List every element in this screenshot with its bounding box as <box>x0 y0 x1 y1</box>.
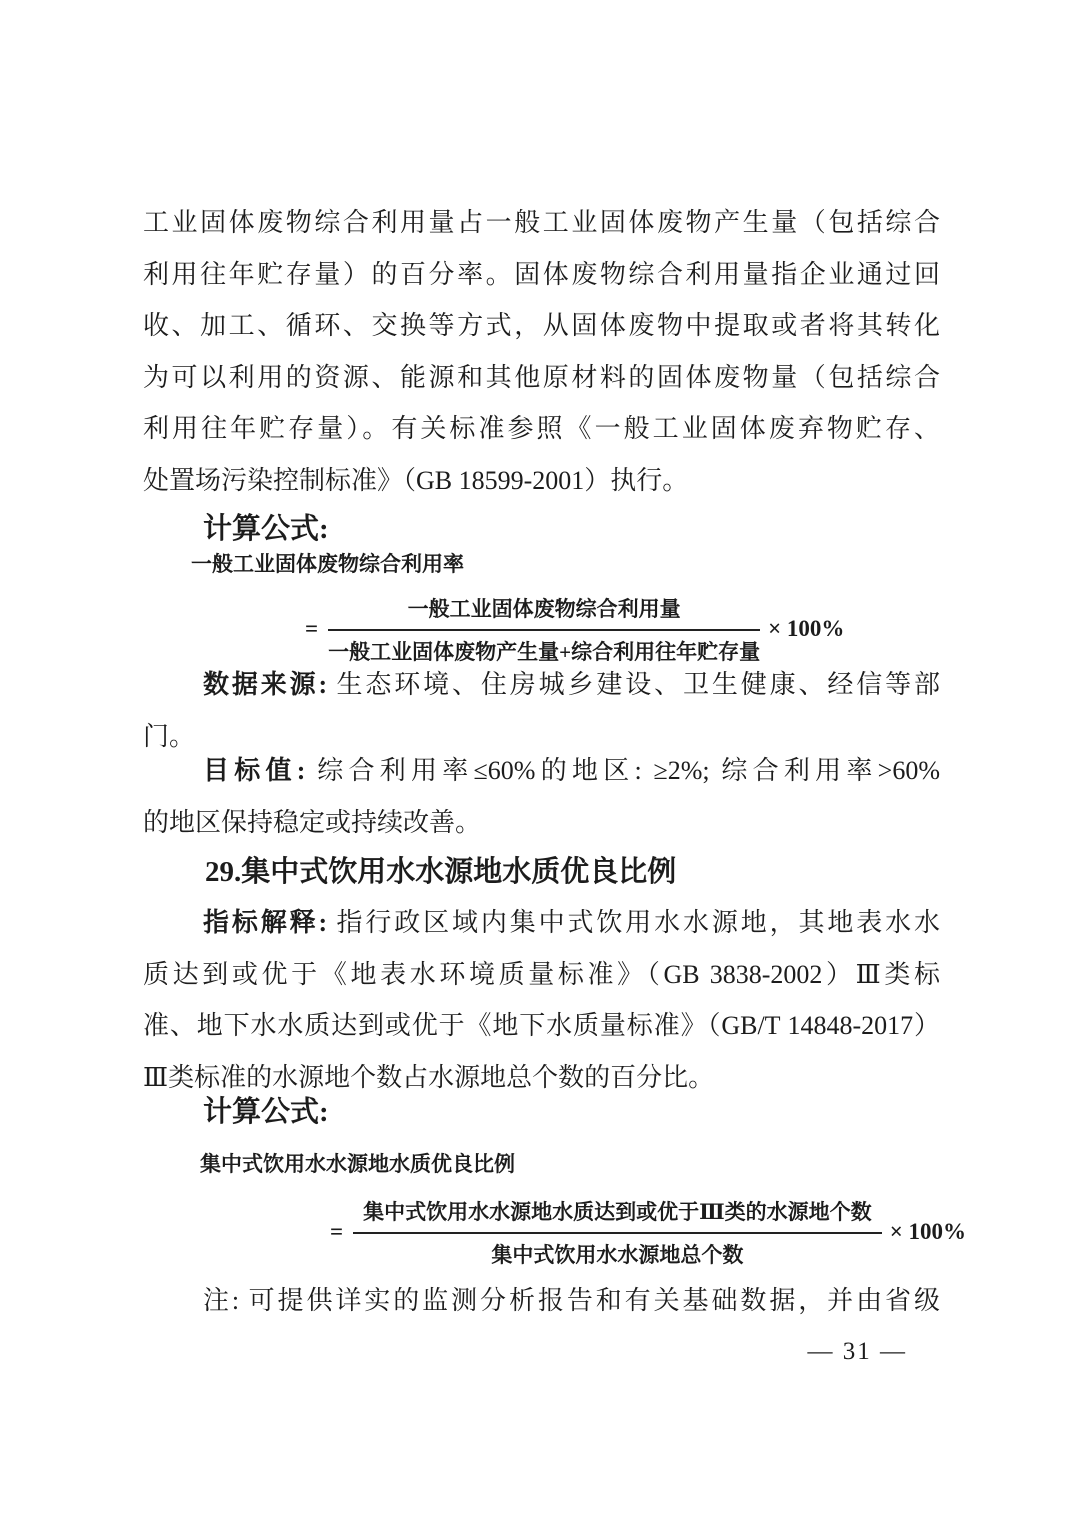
multiplier: × 100% <box>889 1219 967 1244</box>
section-29 <box>143 847 940 899</box>
fraction <box>353 1196 882 1269</box>
data-source-continuation: 门。 <box>143 721 196 751</box>
formula2-section <box>143 1087 940 1139</box>
data-source-line <box>143 659 940 711</box>
note-text: 可提供详实的监测分析报告和有关基础数据，并由省级 <box>239 1286 940 1315</box>
indicator-paragraph <box>143 897 940 1103</box>
fraction-denominator: 一般工业固体废物产生量+综合利用往年贮存量 <box>328 639 761 664</box>
fraction-denominator: 集中式饮用水水源地总个数 <box>491 1242 744 1267</box>
indicator-line: 准、地下水水质达到或优于《地下水质量标准》（GB/T 14848-2017） <box>143 1011 940 1041</box>
data-source-label: 数据来源: <box>203 670 328 699</box>
multiplier: × 100% <box>768 616 845 641</box>
equals-sign: = <box>305 616 319 641</box>
formula-heading: 计算公式: <box>203 1096 329 1128</box>
note-paragraph <box>143 1275 940 1327</box>
formula1-section <box>143 504 940 556</box>
fraction <box>328 593 760 666</box>
note-label: 注: <box>203 1286 240 1315</box>
fraction-numerator: 一般工业固体废物综合利用量 <box>328 593 760 631</box>
fraction-numerator: 集中式饮用水水源地水质达到或优于Ⅲ类的水源地个数 <box>353 1196 882 1234</box>
indicator-label: 指标解释: <box>203 908 328 937</box>
target-value-paragraph <box>143 745 940 848</box>
indicator-line <box>143 897 940 949</box>
target-value-text: 综合利用率≤60%的地区: ≥2%; 综合利用率>60% <box>305 756 941 785</box>
target-value-continuation: 的地区保持稳定或持续改善。 <box>143 807 482 837</box>
formula1-lhs: 一般工业固体废物综合利用率 <box>191 552 464 576</box>
paragraph-line: 处置场污染控制标准》（GB 18599-2001）执行。 <box>143 465 689 495</box>
formula2-lhs: 集中式饮用水水源地水质优良比例 <box>200 1152 515 1176</box>
indicator-line: Ⅲ类标准的水源地个数占水源地总个数的百分比。 <box>143 1062 715 1092</box>
paragraph-line: 为可以利用的资源、能源和其他原材料的固体废物量（包括综合 <box>143 362 940 392</box>
equals-sign: = <box>330 1219 344 1244</box>
formula2-equation <box>330 1188 966 1276</box>
indicator-line: 质达到或优于《地表水环境质量标准》（GB 3838-2002）Ⅲ类标 <box>143 959 940 989</box>
formula-heading: 计算公式: <box>203 513 329 545</box>
paragraph-line: 收、加工、循环、交换等方式，从固体废物中提取或者将其转化 <box>143 311 940 341</box>
indicator-text: 指行政区域内集中式饮用水水源地，其地表水水 <box>327 908 940 937</box>
paragraph-line: 利用往年贮存量）。有关标准参照《一般工业固体废弃物贮存、 <box>143 414 940 444</box>
data-source-text: 生态环境、住房城乡建设、卫生健康、经信等部 <box>327 670 940 699</box>
page-number: — 31 — <box>807 1338 907 1365</box>
target-value-label: 目标值: <box>203 756 306 785</box>
section-heading: 29.集中式饮用水水源地水质优良比例 <box>205 856 677 888</box>
paragraph-solid-waste <box>143 197 940 507</box>
paragraph-line: 工业固体废物综合利用量占一般工业固体废物产生量（包括综合 <box>143 208 940 237</box>
note-line <box>143 1275 940 1327</box>
target-value-line <box>143 745 940 797</box>
paragraph-line: 利用往年贮存量）的百分率。固体废物综合利用量指企业通过回 <box>143 259 940 289</box>
